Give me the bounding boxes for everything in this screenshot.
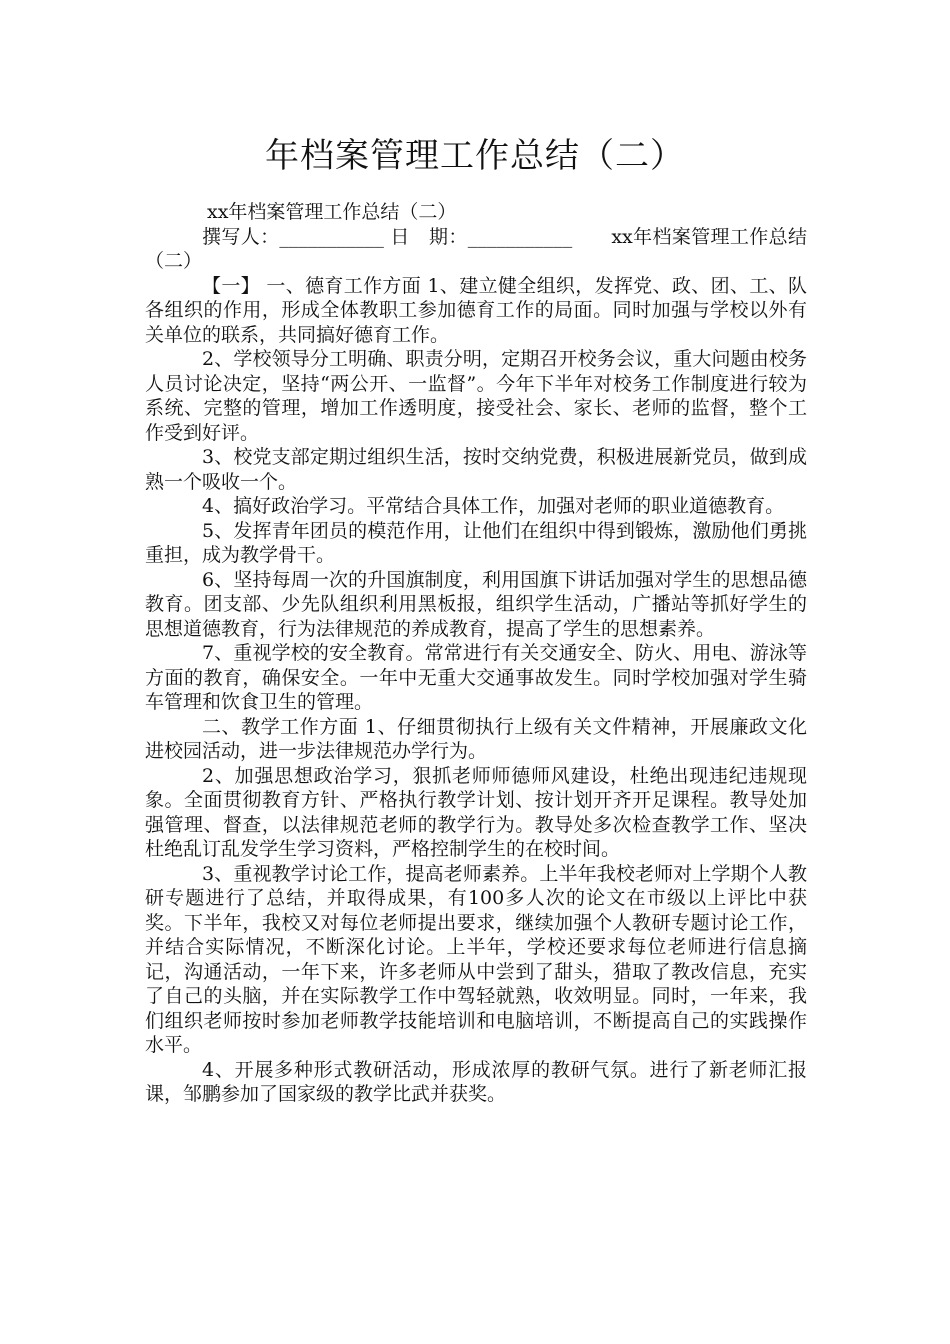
author-date-line: 撰写人：___________ 日 期：___________ xx年档案管理工作总结（二） bbox=[145, 225, 807, 272]
paragraph: 二、教学工作方面 1、仔细贯彻执行上级有关文件精神，开展廉政文化进校园活动，进一步法律规范办学行为。 bbox=[145, 715, 807, 762]
document-title: 年档案管理工作总结（二） bbox=[265, 136, 685, 176]
document-subtitle: xx年档案管理工作总结（二） bbox=[207, 201, 457, 223]
paragraph: 3、校党支部定期过组织生活，按时交纳党费，积极进展新党员，做到成熟一个吸收一个。 bbox=[145, 446, 807, 493]
paragraph: 5、发挥青年团员的模范作用，让他们在组织中得到锻炼，激励他们勇挑重担，成为教学骨干。 bbox=[145, 519, 807, 566]
paragraph: 4、开展多种形式教研活动，形成浓厚的教研气氛。进行了新老师汇报课，邹鹏参加了国家级的教学比武并获奖。 bbox=[145, 1058, 807, 1105]
paragraph: 【一】 一、德育工作方面 1、建立健全组织，发挥党、政、团、工、队各组织的作用，形成全体教职工参加德育工作的局面。同时加强与学校以外有关单位的联系，共同搞好德育工作。 bbox=[145, 274, 807, 346]
paragraph: 2、加强思想政治学习，狠抓老师师德师风建设，杜绝出现违纪违规现象。全面贯彻教育方针、严格执行教学计划、按计划开齐开足课程。教导处加强管理、督查，以法律规范老师的教学行为。教导处多次检查教学工作、坚决杜绝乱订乱发学生学习资料，严格控制学生的在校时间。 bbox=[145, 764, 807, 860]
paragraph: 3、重视教学讨论工作，提高老师素养。上半年我校老师对上学期个人教研专题进行了总结，并取得成果，有100多人次的论文在市级以上评比中获奖。下半年，我校又对每位老师提出要求，继续加强个人教研专题讨论工作，并结合实际情况，不断深化讨论。上半年，学校还要求每位老师进行信息摘记，沟通活动，一年下来，许多老师从中尝到了甜头，猎取了教改信息，充实了自己的头脑，并在实际教学工作中驾轻就熟，收效明显。同时，一年来，我们组织老师按时参加老师教学技能培训和电脑培训，不断提高自己的实践操作水平。 bbox=[145, 862, 807, 1056]
paragraph: 7、重视学校的安全教育。常常进行有关交通安全、防火、用电、游泳等方面的教育，确保安全。一年中无重大交通事故发生。同时学校加强对学生骑车管理和饮食卫生的管理。 bbox=[145, 642, 807, 713]
paragraph: 4、搞好政治学习。平常结合具体工作，加强对老师的职业道德教育。 bbox=[202, 495, 785, 517]
paragraph: 6、坚持每周一次的升国旗制度，利用国旗下讲话加强对学生的思想品德教育。团支部、少先队组织利用黑板报，组织学生活动，广播站等抓好学生的思想道德教育，行为法律规范的养成教育，提高了学生的思想素养。 bbox=[145, 568, 807, 640]
paragraph: 2、学校领导分工明确、职责分明，定期召开校务会议，重大问题由校务人员讨论决定，坚持“两公开、一监督”。今年下半年对校务工作制度进行较为系统、完整的管理，增加工作透明度，接受社会、家长、老师的监督，整个工作受到好评。 bbox=[145, 348, 807, 444]
document-body bbox=[145, 200, 807, 1107]
